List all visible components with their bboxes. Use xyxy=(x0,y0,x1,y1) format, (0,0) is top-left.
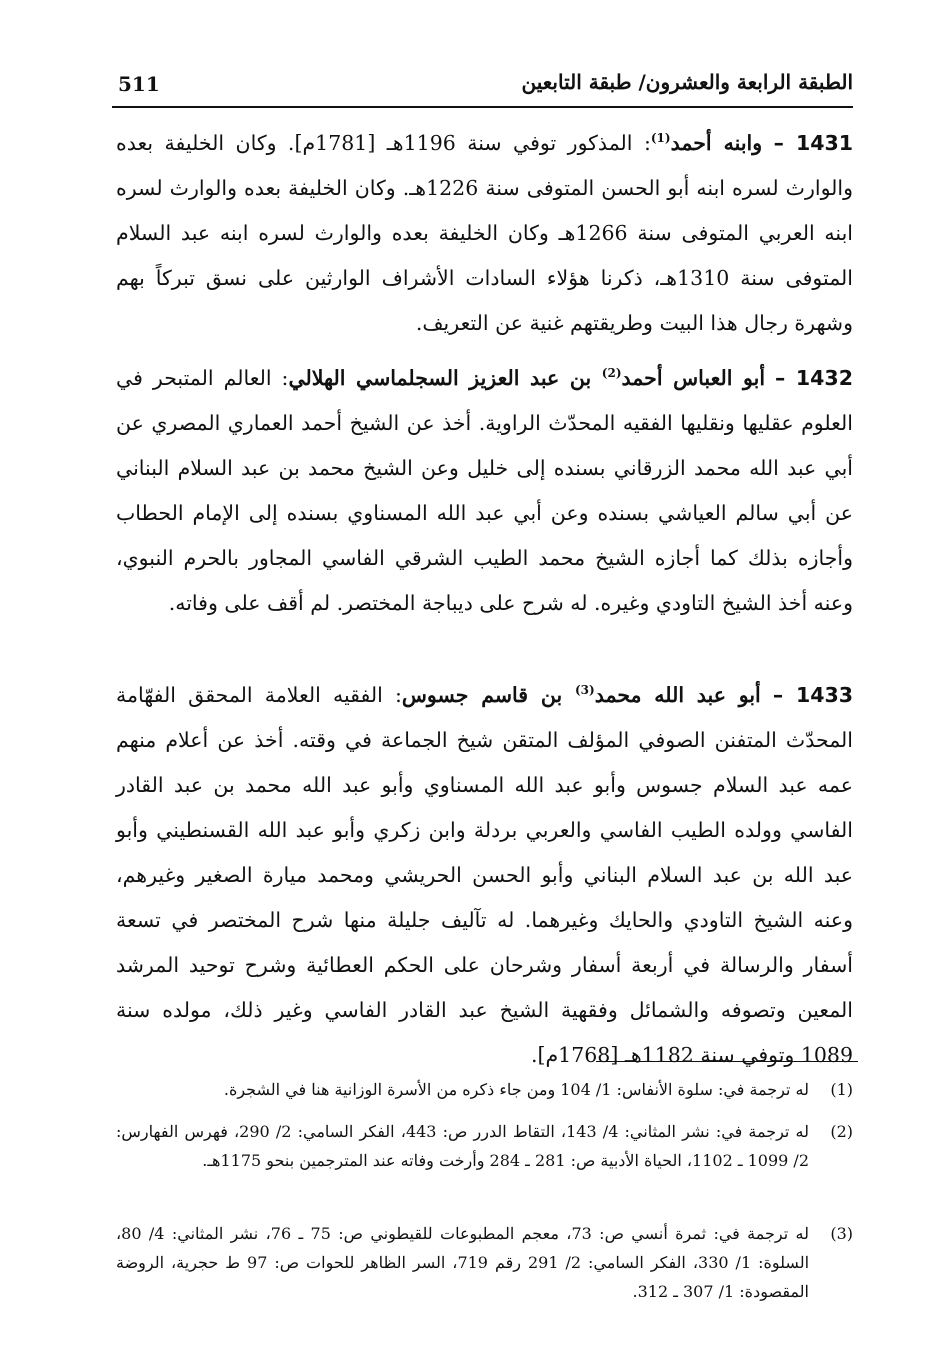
footnote-marker: (2) xyxy=(830,1122,853,1141)
entry-1432 xyxy=(116,356,853,626)
footnote-text: له ترجمة في: سلوة الأنفاس: 1/ 104 ومن جاء ذكره من الأسرة الوزانية هنا في الشجرة. xyxy=(223,1080,809,1099)
footnote-ref[interactable]: (1) xyxy=(650,131,671,146)
entry-1433 xyxy=(116,673,853,1078)
entry-title xyxy=(651,131,762,155)
footnote-text: له ترجمة في: ثمرة أنسي ص: 73، معجم المطبوعات للقيطوني ص: 75 ـ 76، نشر المثاني: 4/ 80، السلوة: 1/ 330، الفكر السامي: 2/ 291 رقم 719، السر الظاهر للحوات ص: 97 ط حجرية، الروضة المقصودة: 1/ 307 ـ 312. xyxy=(116,1224,810,1301)
entry-title-text: أبو عبد الله محمد xyxy=(594,683,761,707)
running-title: الطبقة الرابعة والعشرون/ طبقة التابعين xyxy=(521,70,853,94)
entry-title-text: أبو العباس أحمد xyxy=(621,366,766,390)
footnote-marker: (1) xyxy=(830,1080,853,1099)
entry-title-rest: بن عبد العزيز السجلماسي الهلالي xyxy=(288,366,602,390)
footnote-3 xyxy=(116,1219,853,1306)
footnote-text: له ترجمة في: نشر المثاني: 4/ 143، التقاط الدرر ص: 443، الفكر السامي: 2/ 290، فهرس الفهارس: 2/ 1099 ـ 1102، الحياة الأدبية ص: 281 ـ 284 وأرخت وفاته عند المترجمين بنحو 1175هـ. xyxy=(116,1122,809,1170)
page-number: 511 xyxy=(118,72,160,96)
entry-1431 xyxy=(116,121,853,346)
page-header xyxy=(112,66,853,108)
entry-title-rest: بن قاسم جسوس xyxy=(401,683,575,707)
entry-text: : الفقيه العلامة المحقق الفهّامة المحدّث المتفنن الصوفي المؤلف المتقن شيخ الجماعة في وقته. أخذ عن أعلام منهم عمه عبد السلام جسوس وأبو عبد الله المسناوي وأبو عبد الله محمد بن عبد القادر الفاسي وولده الطيب الفاسي والعربي بردلة وابن زكري وأبو عبد الله القسنطيني وأبو عبد الله بن عبد السلام البناني وأبو الحسن الحريشي ومحمد ميارة الصغير وغيرهم، وعنه الشيخ التاودي والحايك وغيرهما. له تآليف جليلة منها شرح المختصر في تسعة أسفار والرسالة في أربعة أسفار وشرحان على الحكم العطائية وشرح توحيد المرشد المعين وتصوفه والشمائل وفقهية الشيخ عبد القادر الفاسي وغير ذلك، مولده سنة 1089 وتوفي سنة 1182هـ [1768م]. xyxy=(116,683,853,1067)
entry-text: : المذكور توفي سنة 1196هـ [1781م]. وكان الخليفة بعده والوارث لسره ابنه أبو الحسن المتوفى سنة 1226هـ. وكان الخليفة بعده والوارث لسره ابنه العربي المتوفى سنة 1266هـ وكان الخليفة بعده والوارث لسره ابنه عبد السلام المتوفى سنة 1310هـ، ذكرنا هؤلاء السادات الأشراف الوارثين على نسق تبركاً بهم وشهرة رجال هذا البيت وطريقتهم غنية عن التعريف. xyxy=(116,131,854,335)
entry-number: 1433 – xyxy=(772,683,853,707)
footnote-ref[interactable]: (2) xyxy=(601,366,622,381)
entry-title xyxy=(288,366,765,390)
footnote-2 xyxy=(116,1117,853,1175)
entry-number: 1432 – xyxy=(775,366,853,390)
footnote-marker: (3) xyxy=(830,1224,853,1243)
entry-text: : العالم المتبحر في العلوم عقليها ونقليها الفقيه المحدّث الراوية. أخذ عن الشيخ أحمد العماري المصري عن أبي عبد الله محمد الزرقاني بسنده إلى خليل وعن الشيخ محمد بن عبد السلام البناني عن أبي سالم العياشي بسنده وعن أبي عبد الله المسناوي بسنده إلى الإمام الحطاب وأجازه بذلك كما أجازه الشيخ محمد الطيب الشرقي الفاسي المجاور بالحرم النبوي، وعنه أخذ الشيخ التاودي وغيره. له شرح على ديباجة المختصر. لم أقف على وفاته. xyxy=(116,366,853,615)
entry-title xyxy=(402,683,761,707)
footnote-ref[interactable]: (3) xyxy=(574,683,595,698)
entry-number: 1431 – xyxy=(773,131,853,155)
footnote-1 xyxy=(116,1075,853,1104)
entry-title-text: وابنه أحمد xyxy=(670,131,763,155)
footnote-divider xyxy=(596,1061,858,1062)
